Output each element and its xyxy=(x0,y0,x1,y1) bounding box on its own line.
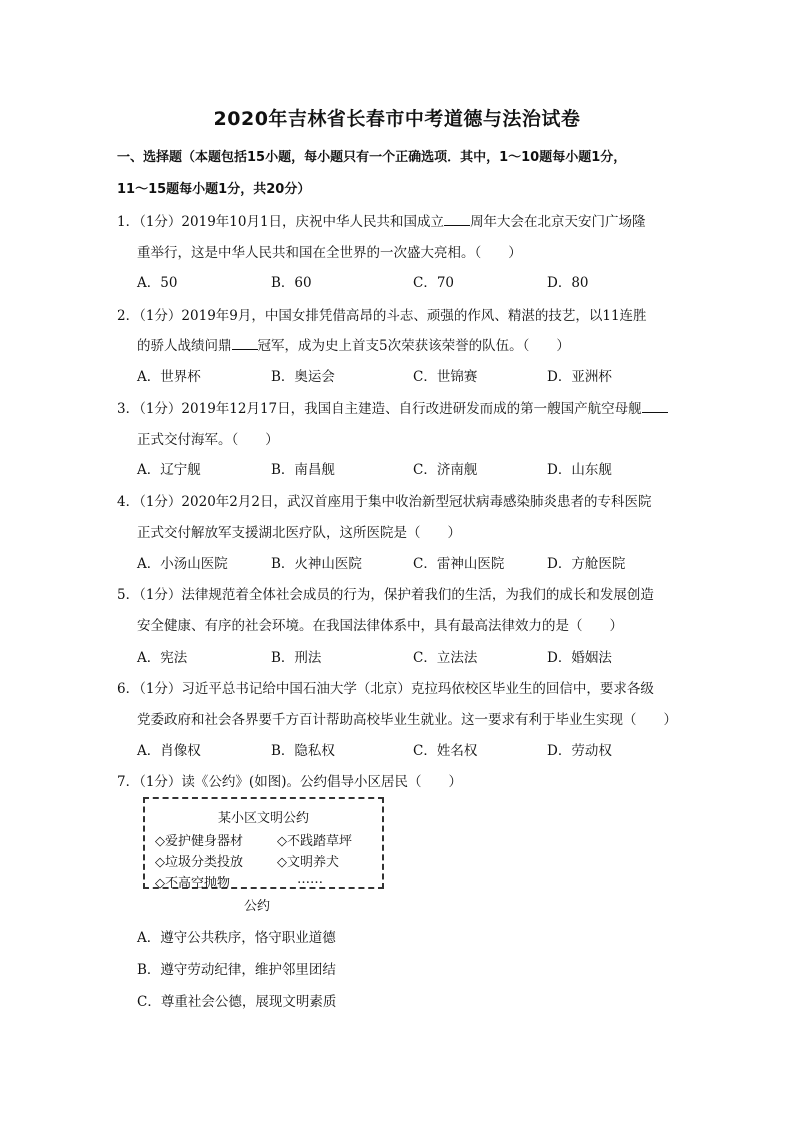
question-2-line1: 2．（1分）2019年9月，中国女排凭借高昂的斗志、顽强的作风、精湛的技艺，以11连胜 xyxy=(117,308,647,324)
option-c[interactable]: C．姓名权 xyxy=(413,743,478,759)
answer-blank xyxy=(642,400,668,413)
option-a[interactable]: A．肖像权 xyxy=(137,743,201,759)
option-b[interactable]: B．刑法 xyxy=(271,650,322,666)
figure-caption: 公约 xyxy=(244,899,271,914)
option-c[interactable]: C．70 xyxy=(413,275,455,291)
option-d[interactable]: D．婚姻法 xyxy=(547,650,612,666)
section-heading-line2: 11～15题每小题1分，共20分） xyxy=(117,182,311,197)
pact-item: ◇不践踏草坪 xyxy=(277,834,352,849)
pact-item: ◇爱护健身器材 xyxy=(155,834,243,849)
question-6-line2: 党委政府和社会各界要千方百计帮助高校毕业生就业。这一要求有利于毕业生实现（ ） xyxy=(137,712,677,728)
option-b[interactable]: B．60 xyxy=(271,275,312,291)
question-7-line1: 7．（1分）读《公约》(如图)。公约倡导小区居民（ ） xyxy=(117,774,462,790)
option-a[interactable]: A．遵守公共秩序，恪守职业道德 xyxy=(137,930,336,946)
question-3-line1: 3．（1分）2019年12月17日，我国自主建造、自行改进研发而成的第一艘国产航空母舰 xyxy=(117,397,668,417)
option-d[interactable]: D．80 xyxy=(547,275,589,291)
figure-row-3 xyxy=(155,872,323,891)
option-c[interactable]: C．济南舰 xyxy=(413,462,478,478)
pact-item: ◇垃圾分类投放 xyxy=(155,855,243,870)
pact-item-ellipsis: …… xyxy=(297,872,323,887)
option-a[interactable]: A．小汤山医院 xyxy=(137,556,228,572)
option-c[interactable]: C．世锦赛 xyxy=(413,369,478,385)
civility-pact-figure xyxy=(143,797,384,889)
option-a[interactable]: A．宪法 xyxy=(137,650,188,666)
section-heading-line1: 一、选择题（本题包括15小题，每小题只有一个正确选项．其中，1～10题每小题1分， xyxy=(117,150,627,165)
question-5-line1: 5．（1分）法律规范着全体社会成员的行为，保护着我们的生活，为我们的成长和发展创造 xyxy=(117,587,654,603)
pact-item: ◇文明养犬 xyxy=(277,855,339,870)
option-b[interactable]: B．火神山医院 xyxy=(271,556,362,572)
answer-blank xyxy=(232,337,258,350)
page-title: 2020年吉林省长春市中考道德与法治试卷 xyxy=(213,108,581,130)
option-a[interactable]: A．世界杯 xyxy=(137,369,201,385)
question-6-line1: 6．（1分）习近平总书记给中国石油大学（北京）克拉玛依校区毕业生的回信中，要求各级 xyxy=(117,681,654,697)
option-b[interactable]: B．遵守劳动纪律，维护邻里团结 xyxy=(137,962,336,978)
option-a[interactable]: A．50 xyxy=(137,275,178,291)
question-2-line2: 的骄人战绩问鼎 冠军，成为史上首支5次荣获该荣誉的队伍。（ ） xyxy=(137,338,570,354)
figure-title: 某小区文明公约 xyxy=(217,811,309,826)
pact-item: ◇不高空抛物 xyxy=(155,876,230,891)
option-c[interactable]: C．雷神山医院 xyxy=(413,556,505,572)
question-4-line1: 4．（1分）2020年2月2日，武汉首座用于集中收治新型冠状病毒感染肺炎患者的专科医院 xyxy=(117,494,652,510)
answer-blank xyxy=(444,213,470,226)
question-1-line2: 重举行，这是中华人民共和国在全世界的一次盛大亮相。（ ） xyxy=(137,245,522,261)
figure-row-1 xyxy=(155,830,352,849)
figure-row-2 xyxy=(155,851,339,870)
option-d[interactable]: D．方舱医院 xyxy=(547,556,626,572)
option-d[interactable]: D．劳动权 xyxy=(547,743,612,759)
option-b[interactable]: B．奥运会 xyxy=(271,369,335,385)
option-b[interactable]: B．隐私权 xyxy=(271,743,335,759)
question-3-line2: 正式交付海军。（ ） xyxy=(137,432,279,448)
option-c[interactable]: C．尊重社会公德，展现文明素质 xyxy=(137,994,337,1010)
option-a[interactable]: A．辽宁舰 xyxy=(137,462,201,478)
option-c[interactable]: C．立法法 xyxy=(413,650,478,666)
option-d[interactable]: D．山东舰 xyxy=(547,462,612,478)
option-b[interactable]: B．南昌舰 xyxy=(271,462,335,478)
question-5-line2: 安全健康、有序的社会环境。在我国法律体系中，具有最高法律效力的是（ ） xyxy=(137,618,623,634)
option-d[interactable]: D．亚洲杯 xyxy=(547,369,612,385)
question-1-line1: 1．（1分）2019年10月1日，庆祝中华人民共和国成立 周年大会在北京天安门广场隆 xyxy=(117,214,646,230)
question-4-line2: 正式交付解放军支援湖北医疗队，这所医院是（ ） xyxy=(137,525,461,541)
